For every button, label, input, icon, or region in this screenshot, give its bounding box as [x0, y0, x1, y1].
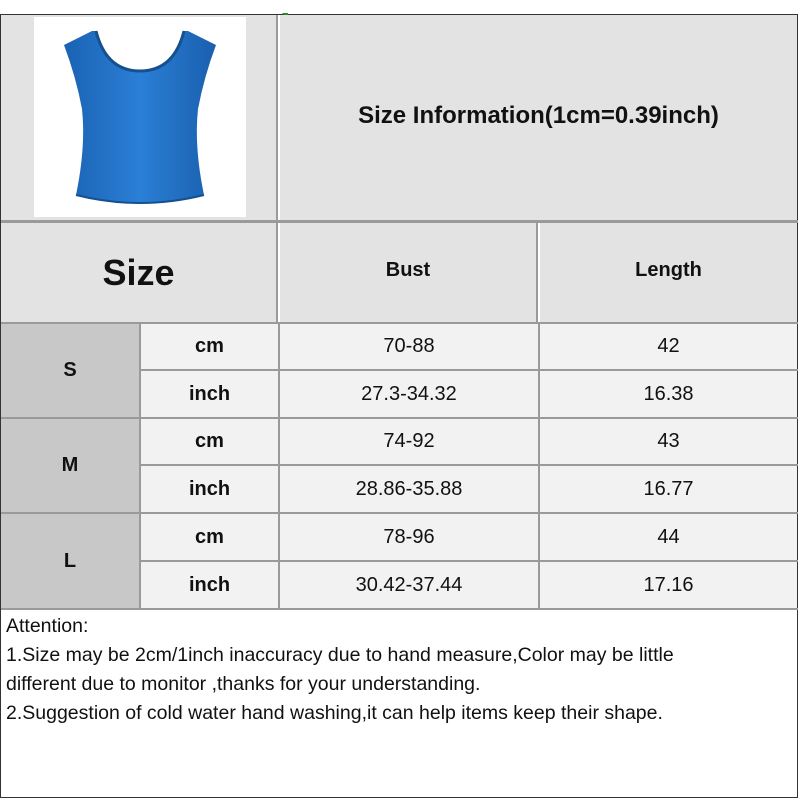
- title-cell: [280, 15, 797, 220]
- unit-cell: [141, 562, 278, 608]
- value-cell: [540, 466, 797, 512]
- length-value: 43: [657, 430, 680, 452]
- unit-label: inch: [188, 573, 231, 596]
- size-l-label: L: [63, 549, 77, 572]
- page-title: Size Information(1cm=0.39inch): [358, 101, 719, 129]
- unit-cell: [141, 419, 278, 464]
- attention-line-1: 1.Size may be 2cm/1inch inaccuracy due to hand measure,Color may be little: [6, 644, 674, 666]
- bust-header-label: Bust: [385, 259, 431, 281]
- unit-label: cm: [195, 430, 224, 452]
- unit-cell: [141, 514, 278, 560]
- unit-cell: [141, 466, 278, 512]
- product-image: [34, 17, 246, 217]
- value-cell: [540, 371, 797, 417]
- value-cell: [540, 514, 797, 560]
- bust-value: 70-88: [383, 335, 435, 357]
- length-value: 17.16: [643, 573, 694, 596]
- value-cell: [280, 562, 538, 608]
- grid-line: [1, 608, 798, 610]
- size-s-cell: [1, 324, 139, 417]
- value-cell: [540, 324, 797, 369]
- value-cell: [280, 324, 538, 369]
- value-cell: [280, 419, 538, 464]
- attention-line-3: 2.Suggestion of cold water hand washing,it can help items keep their shape.: [6, 702, 663, 724]
- size-header-label: Size: [102, 251, 175, 293]
- grid-line: [1, 512, 798, 514]
- grid-line: [538, 324, 540, 608]
- bust-value: 74-92: [383, 430, 435, 452]
- bust-value: 27.3-34.32: [361, 382, 457, 405]
- size-m-cell: [1, 419, 139, 512]
- length-value: 16.38: [643, 382, 694, 405]
- size-s-label: S: [63, 359, 77, 381]
- length-header-label: Length: [635, 259, 702, 281]
- attention-notes: [6, 612, 786, 728]
- attention-line-2: different due to monitor ,thanks for your understanding.: [6, 673, 481, 695]
- length-value: 42: [657, 335, 680, 357]
- unit-cell: [141, 324, 278, 369]
- length-header-cell: [540, 223, 797, 322]
- value-cell: [280, 371, 538, 417]
- grid-line: [139, 324, 141, 608]
- grid-line: [1, 417, 798, 419]
- unit-label: inch: [188, 477, 231, 500]
- grid-line: [141, 369, 798, 371]
- value-cell: [540, 419, 797, 464]
- grid-line: [1, 322, 798, 324]
- value-cell: [280, 514, 538, 560]
- bust-value: 78-96: [383, 525, 435, 548]
- bust-value: 28.86-35.88: [355, 477, 463, 500]
- unit-cell: [141, 371, 278, 417]
- grid-line: [141, 464, 798, 466]
- bust-value: 30.42-37.44: [355, 573, 463, 596]
- length-value: 44: [657, 525, 680, 548]
- bust-header-cell: [280, 223, 538, 322]
- grid-line: [278, 324, 280, 608]
- length-value: 16.77: [643, 477, 694, 500]
- tank-top-icon: [34, 17, 246, 217]
- size-m-label: M: [61, 454, 79, 476]
- size-l-cell: [1, 514, 139, 608]
- unit-label: cm: [195, 525, 224, 548]
- value-cell: [280, 466, 538, 512]
- unit-label: inch: [188, 382, 231, 405]
- grid-line: [141, 560, 798, 562]
- value-cell: [540, 562, 797, 608]
- size-header-cell: [1, 223, 278, 322]
- attention-heading: Attention:: [6, 615, 89, 637]
- unit-label: cm: [195, 335, 224, 357]
